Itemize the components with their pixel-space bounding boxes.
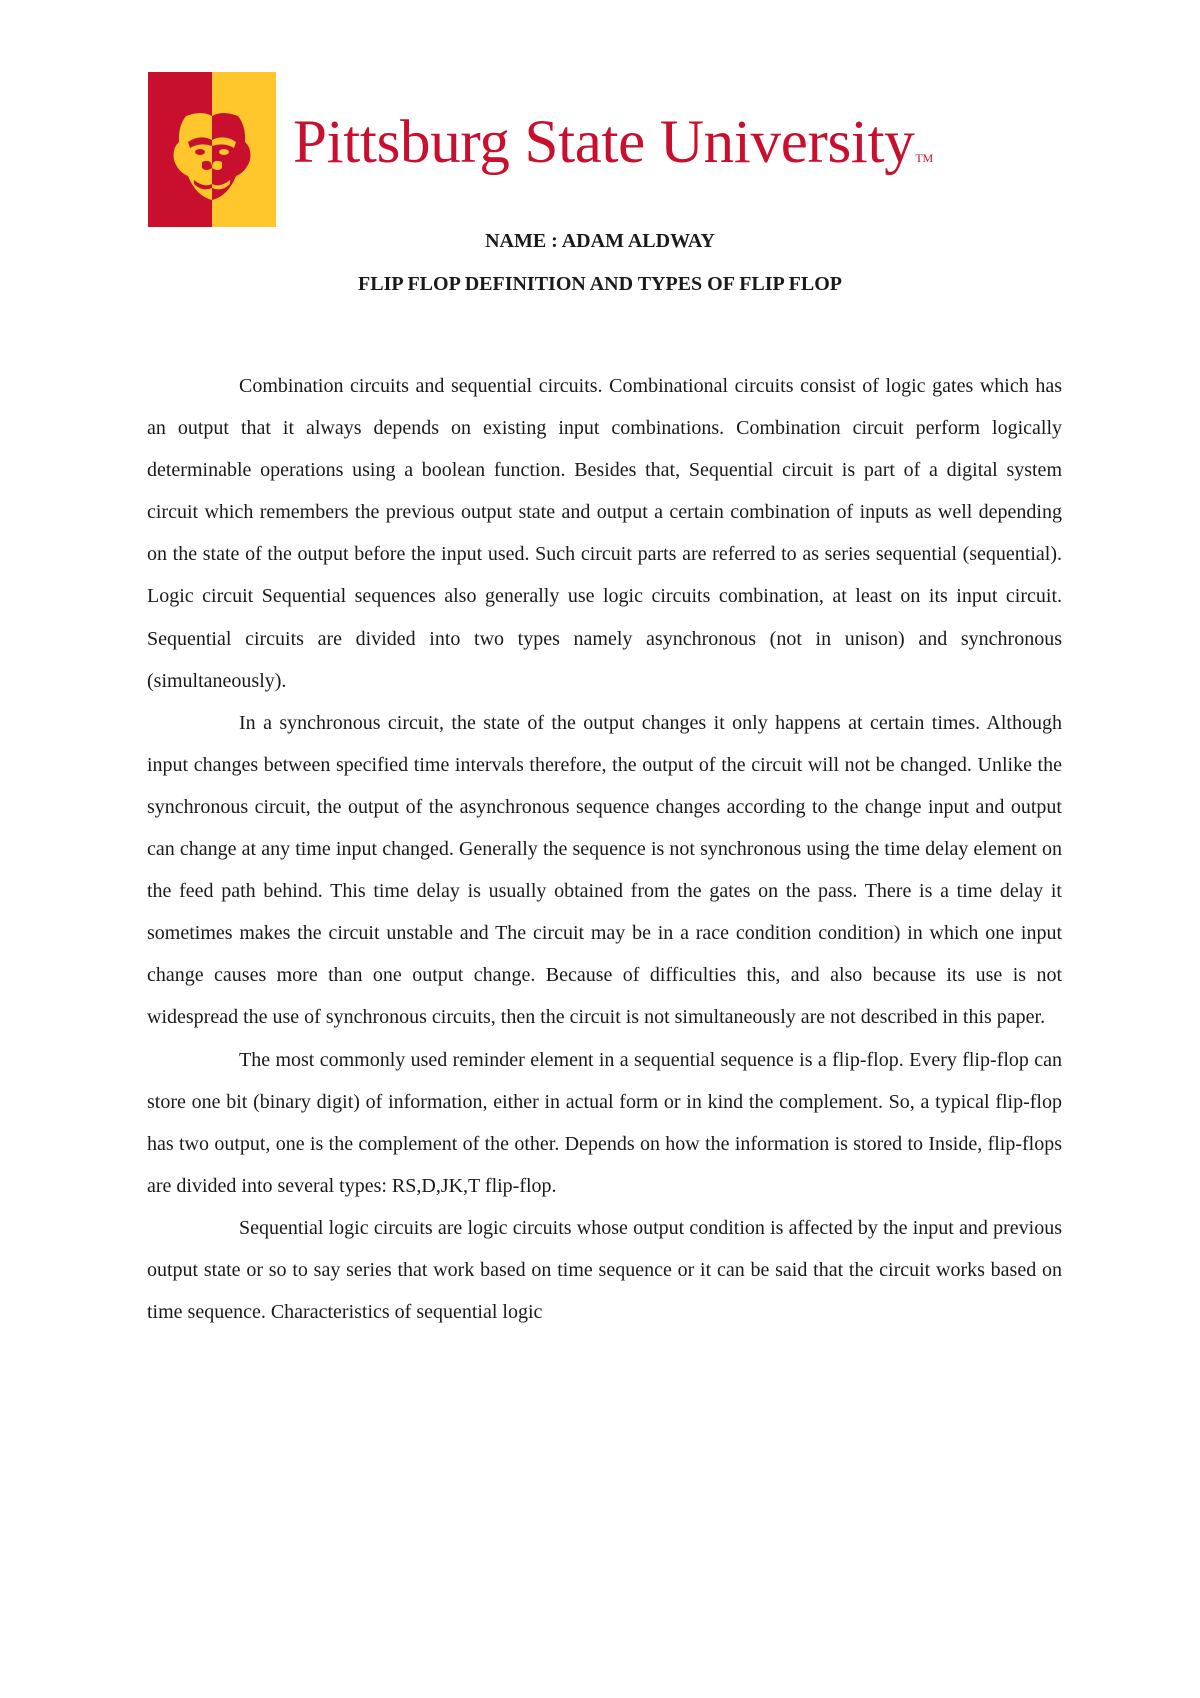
university-name-text: Pittsburg State University [293,109,915,176]
paragraph: Combination circuits and sequential circuits. Combinational circuits consist of logic gates which has an output that it always depends on existing input combinations. Combination circuit perform logically determinable operations using a boolean function. Besides that, Sequential circuit is part of a digital system circuit which remembers the previous output state and output a certain combination of inputs as well depending on the state of the output before the input used. Such circuit parts are referred to as series sequential (sequential). Logic circuit Sequential sequences also generally use logic circuits combination, at least on its input circuit. Sequential circuits are divided into two types namely asynchronous (not in unison) and synchronous (simultaneously). [147,375,1062,692]
gorilla-mascot-icon [148,72,276,227]
university-logo [148,72,933,227]
paragraph: In a synchronous circuit, the state of the output changes it only happens at certain times. Although input changes between specified time intervals therefore, the output of the circuit will not be changed. Unlike the synchronous circuit, the output of the asynchronous sequence changes according to the change input and output can change at any time input changed. Generally the sequence is not synchronous using the time delay element on the feed path behind. This time delay is usually obtained from the gates on the pass. There is a time delay it sometimes makes the circuit unstable and The circuit may be in a race condition condition) in which one input change causes more than one output change. Because of difficulties this, and also because its use is not widespread the use of synchronous circuits, then the circuit is not simultaneously are not described in this paper. [147,711,1062,1029]
author-name: NAME : ADAM ALDWAY [485,230,715,252]
trademark-mark: TM [915,151,933,165]
paragraph: The most commonly used reminder element in a sequential sequence is a flip-flop. Every flip-flop can store one bit (binary digit) of information, either in actual form or in kind the complement. So, a typical flip-flop has two output, one is the complement of the other. Depends on how the information is stored to Inside, flip-flops are divided into several types: RS,D,JK,T flip-flop. [147,1048,1062,1197]
document-title: FLIP FLOP DEFINITION AND TYPES OF FLIP FLOP [358,273,842,295]
paragraph: Sequential logic circuits are logic circuits whose output condition is affected by the input and previous output state or so to say series that work based on time sequence or it can be said that the circuit works based on time sequence. Characteristics of sequential logic [147,1216,1062,1324]
university-name [293,108,933,178]
document-body [147,365,1062,1333]
